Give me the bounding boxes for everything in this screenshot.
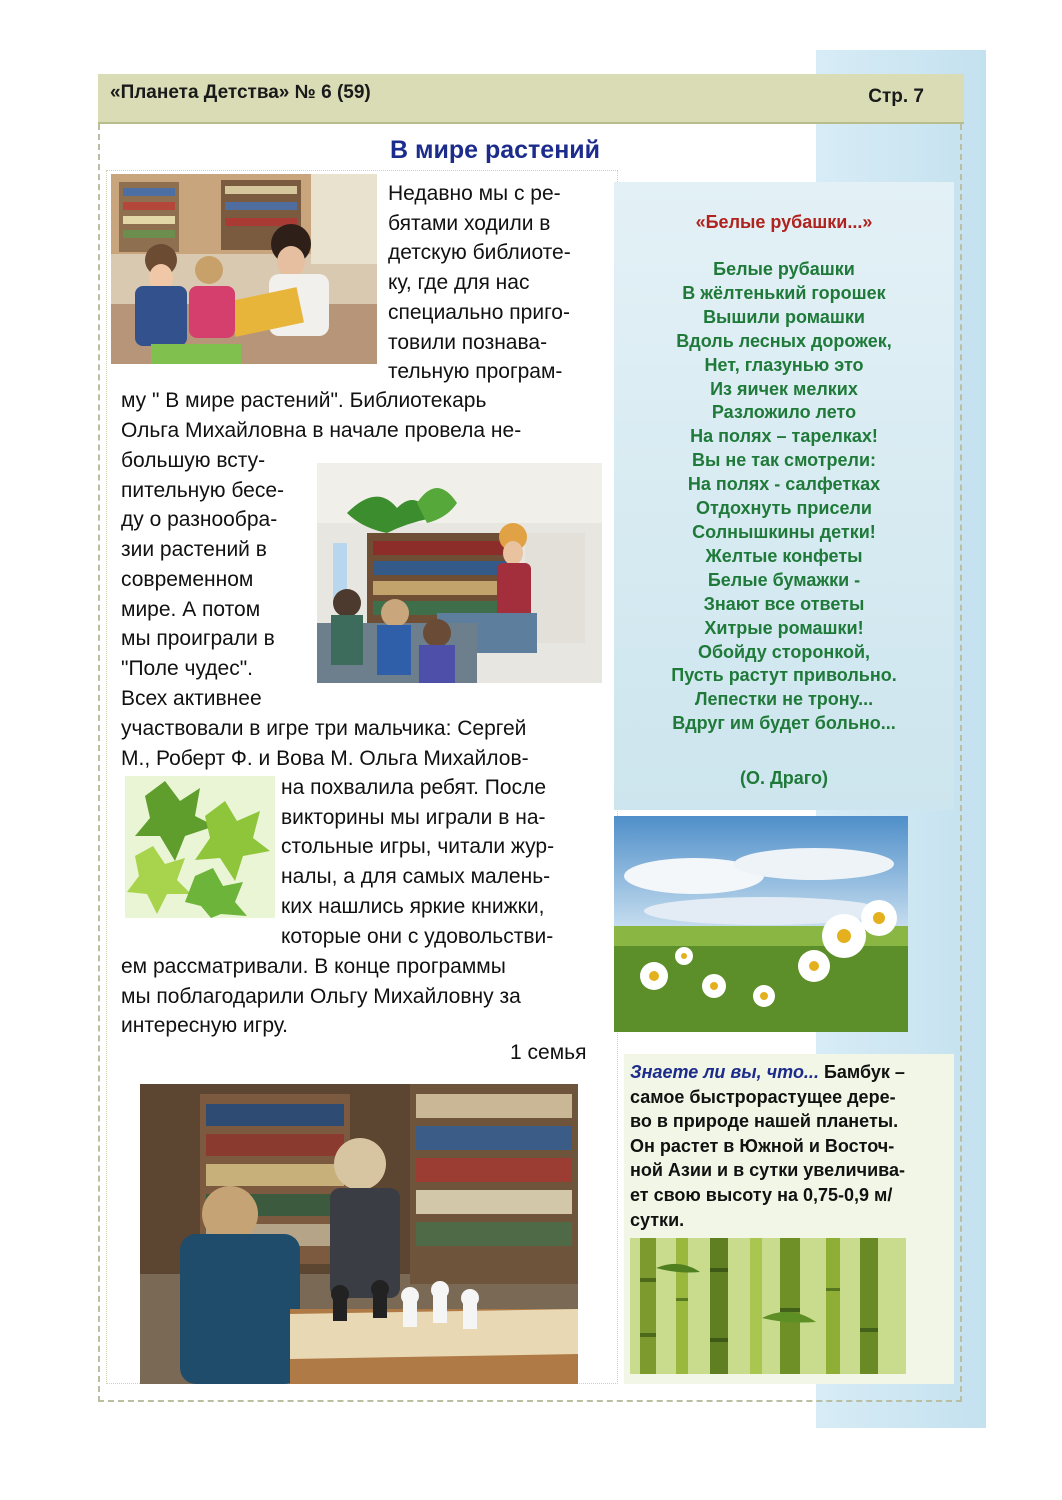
poem-line: Нет, глазунью это — [704, 354, 864, 375]
poem-line: В жёлтенький горошек — [682, 282, 886, 303]
poem-line: Хитрые ромашки! — [704, 617, 864, 638]
poem-line: Вдоль лесных дорожек, — [676, 330, 892, 351]
photo-children-chess — [140, 1084, 578, 1384]
poem-title: «Белые рубашки...» — [695, 212, 873, 232]
article-text-block-d — [121, 714, 529, 773]
article-line: участвовали в игре три мальчика: Сергей — [121, 717, 527, 740]
article-line: ду о разнообра- — [121, 508, 278, 532]
article-line: ку, где для нас — [388, 271, 530, 295]
poem-author: (О. Драго) — [739, 768, 829, 788]
poem-line: Вышили ромашки — [703, 306, 865, 327]
page-header — [98, 74, 964, 124]
photo-daisy-field — [614, 816, 908, 1032]
article-line: налы, а для самых малень- — [281, 865, 551, 889]
fact-line: Он растет в Южной и Восточ- — [630, 1135, 895, 1156]
fact-intro: Знаете ли вы, что... — [630, 1062, 819, 1082]
article-line: ких нашлись яркие книжки, — [281, 894, 545, 918]
article-line: Недавно мы с ре- — [388, 182, 561, 205]
poem-line: Знают все ответы — [703, 593, 865, 614]
poem-line: Вы не так смотрели: — [691, 450, 877, 471]
poem-line: Пусть растут привольно. — [671, 665, 897, 686]
page-number: Стр. 7 — [868, 86, 924, 107]
article-title: В мире растений — [390, 136, 601, 164]
fact-line: Бамбук – — [818, 1062, 905, 1082]
poem-line: Солнышкины детки! — [692, 521, 876, 542]
poem-lines — [614, 258, 954, 736]
photo-bamboo — [630, 1238, 906, 1374]
poem-line: Желтые конфеты — [705, 545, 863, 566]
article-line: на похвалила ребят. После — [281, 776, 547, 799]
article-line: Ольга Михайловна в начале провела не- — [121, 418, 522, 442]
magazine-title: «Планета Детства» № 6 (59) — [110, 82, 371, 103]
article-signature: 1 семья — [510, 1041, 587, 1064]
poem-box — [614, 182, 954, 810]
article-line: мире. А потом — [121, 597, 261, 621]
article-text-block-b — [121, 386, 521, 445]
poem-line: Белые рубашки — [713, 259, 855, 279]
article-line: тельную програм- — [388, 360, 563, 384]
fact-line: ной Азии и в сутки увеличива- — [630, 1160, 905, 1181]
article-line: викторины мы играли в на- — [281, 805, 546, 829]
article-line: товили познава- — [388, 330, 548, 354]
article-line: большую всту- — [121, 449, 266, 472]
poem-line: Из яичек мелких — [710, 378, 858, 399]
article-line: которые они с удовольстви- — [281, 924, 554, 948]
poem-line: Разложило лето — [711, 402, 857, 423]
poem-line: Вдруг им будет больно... — [672, 713, 896, 734]
photo-green-leaves — [125, 776, 275, 918]
fact-line: сутки. — [630, 1209, 685, 1230]
poem-line: Белые бумажки - — [707, 569, 861, 590]
article-line: му " В мире растений". Библиотекарь — [121, 389, 487, 412]
poem-line: Обойду сторонкой, — [697, 641, 871, 662]
article-line: пительную бесе- — [121, 478, 284, 502]
article-text-block-f — [121, 952, 521, 1041]
fact-line: ет свою высоту на 0,75-0,9 м/ — [630, 1184, 893, 1205]
article-text-block-e — [281, 773, 554, 951]
article-line: детскую библиоте- — [388, 241, 571, 265]
fact-line: во в природе нашей планеты. — [630, 1111, 899, 1132]
article-line: стольные игры, читали жур- — [281, 835, 555, 859]
article-line: зии растений в — [121, 538, 267, 562]
article-line: мы проиграли в — [121, 627, 275, 651]
article-text-block-a — [388, 179, 571, 387]
poem-line: Отдохнуть присели — [695, 498, 872, 519]
poem-line: На полях – тарелках! — [690, 426, 878, 447]
photo-library-quiz — [317, 463, 602, 683]
photo-library-reading — [111, 174, 377, 364]
article-line: ем рассматривали. В конце программы — [121, 955, 506, 978]
article-line: бятами ходили в — [388, 211, 551, 235]
fact-text — [630, 1060, 905, 1232]
article-line: интересную игру. — [121, 1014, 288, 1038]
article-line: специально приго- — [388, 300, 570, 324]
poem-line: Лепестки не трону... — [694, 689, 874, 710]
article-line: Всех активнее — [121, 686, 262, 710]
article-line: "Поле чудес". — [121, 656, 253, 680]
article-text-block-c — [121, 446, 284, 713]
article-line: современном — [121, 567, 254, 591]
fact-line: самое быстрорастущее дере- — [630, 1086, 896, 1107]
article-line: М., Роберт Ф. и Вова М. Ольга Михайлов- — [121, 746, 529, 770]
article-line: мы поблагодарили Ольгу Михайловну за — [121, 984, 521, 1008]
poem-line: На полях - салфетках — [687, 474, 881, 495]
